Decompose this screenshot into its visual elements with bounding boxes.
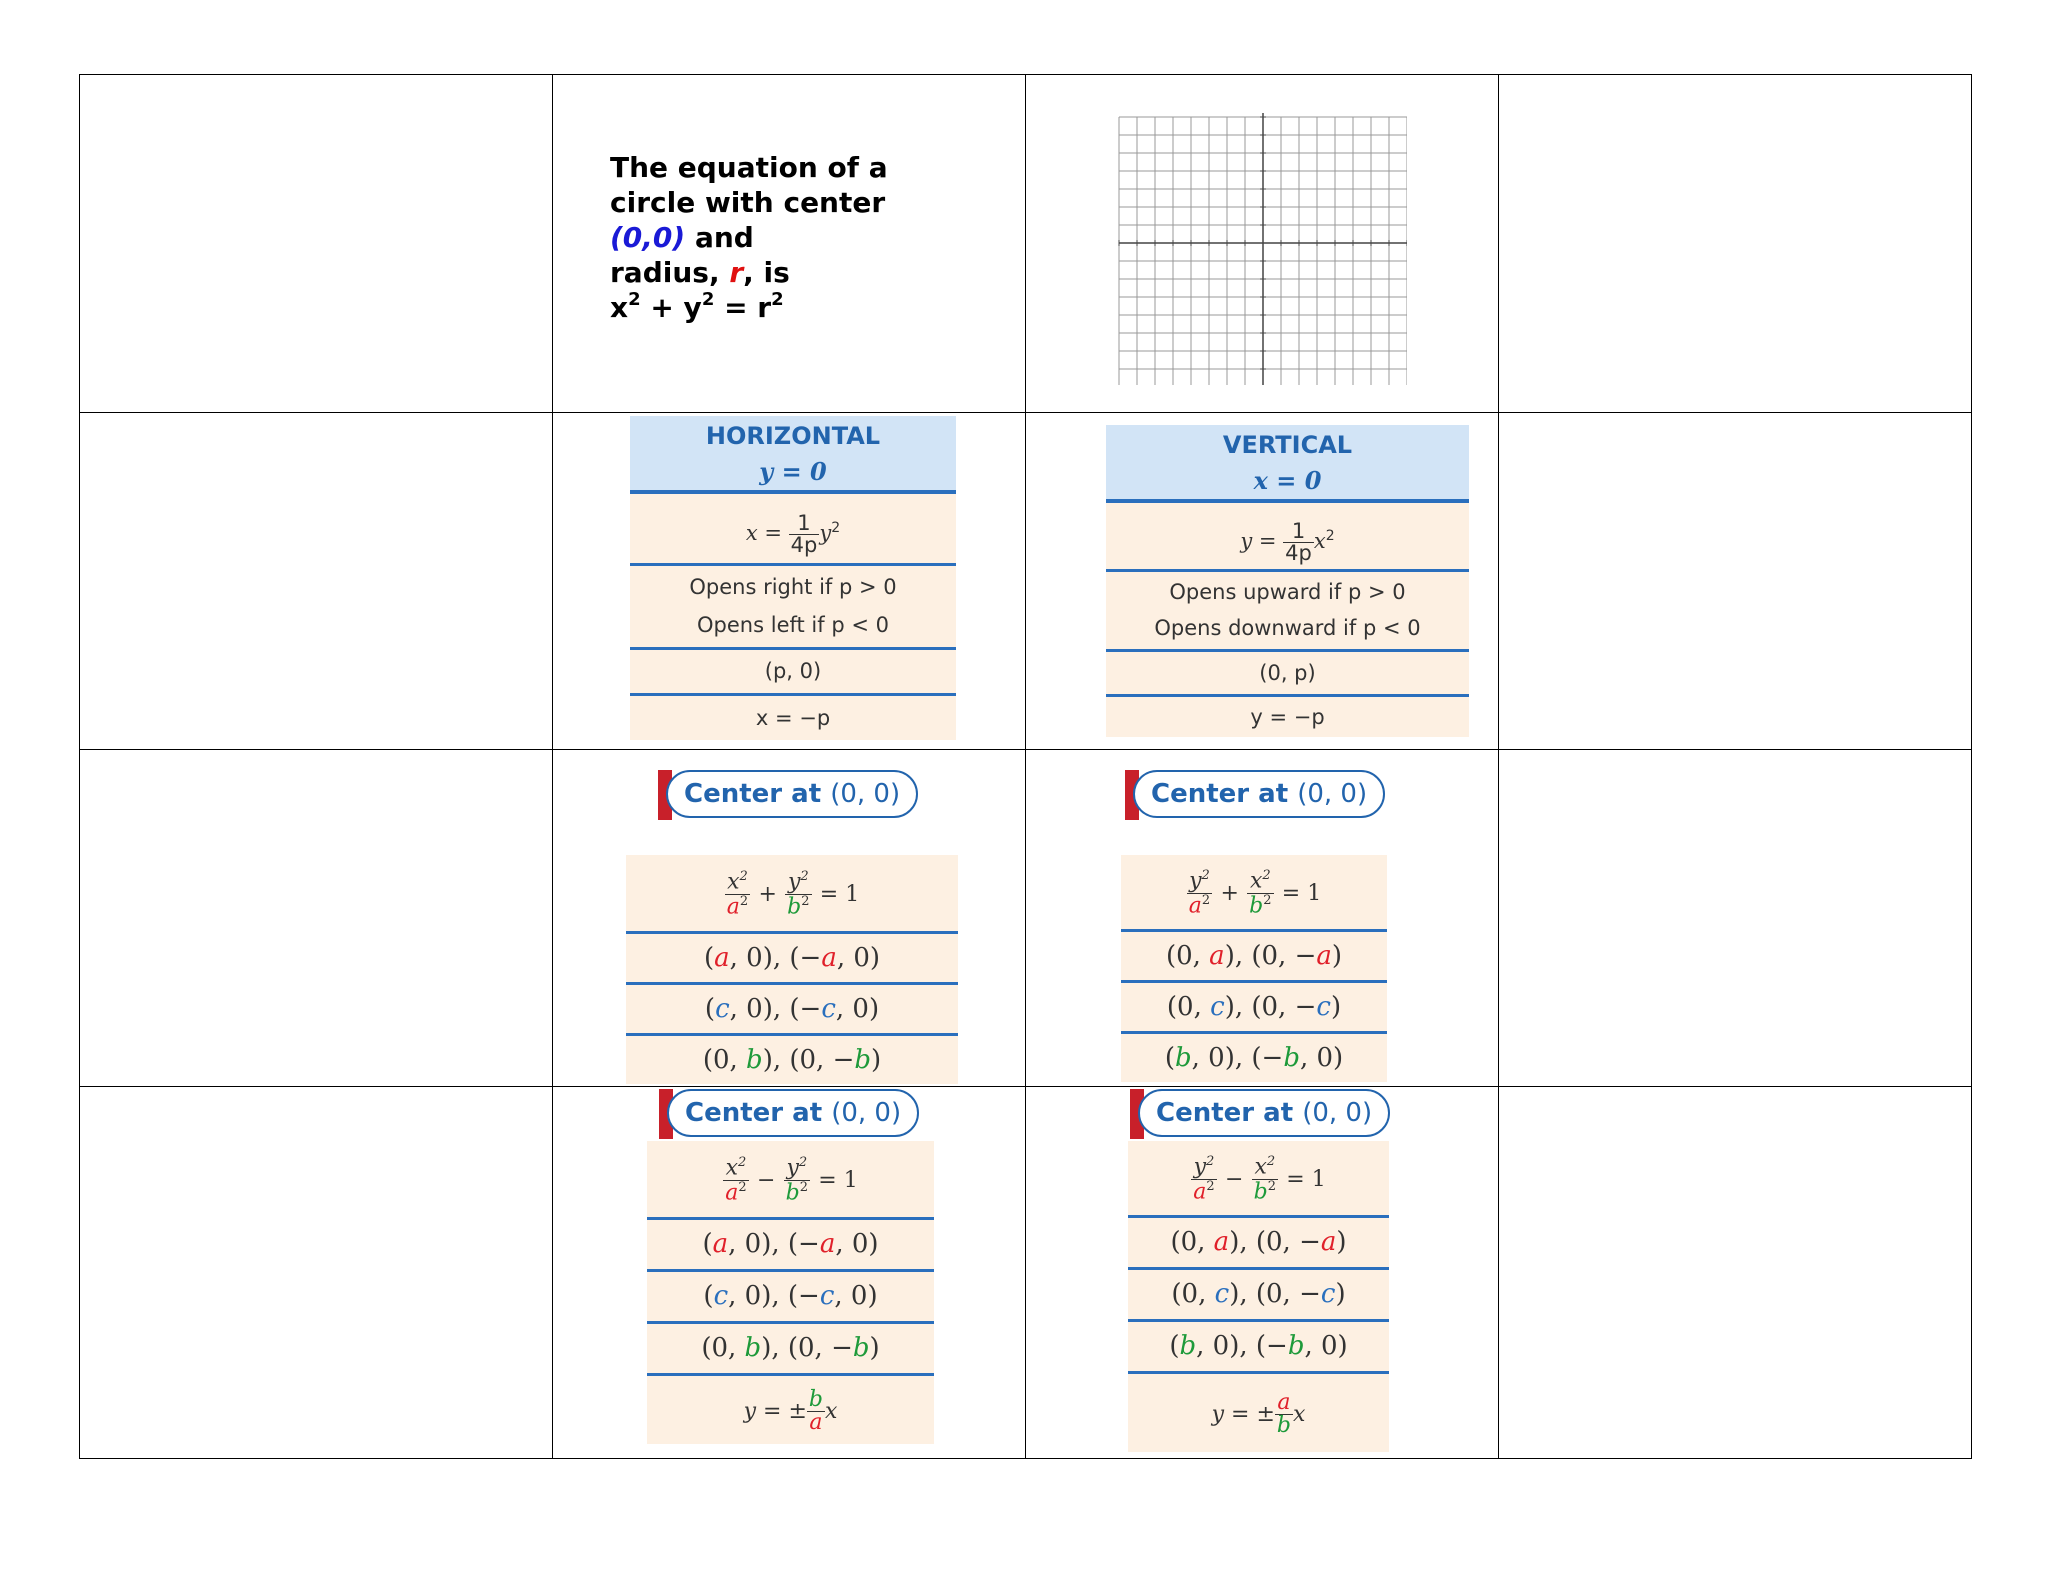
opens-condition: Opens right if p > 0 (689, 575, 897, 599)
text-fragment: , 0), (− (728, 1229, 820, 1259)
text-fragment: Center at (685, 1098, 832, 1128)
ellipse-properties (1121, 855, 1387, 1082)
axis-equation: x = 0 (1253, 466, 1322, 495)
text-fragment: , 0) (836, 943, 881, 973)
parabola-title: HORIZONTAL (705, 422, 881, 450)
text-fragment: , 0) (835, 1229, 879, 1259)
text-fragment: radius, (610, 256, 730, 289)
text-fragment: y = (1240, 529, 1284, 553)
fraction-numerator: $y^2$ (1193, 1154, 1215, 1180)
text-fragment: ( (1164, 1043, 1175, 1073)
foci (647, 1272, 934, 1324)
text-fragment: x (725, 1155, 739, 1181)
text-fragment: , 0) (1299, 1043, 1344, 1073)
focus: (p, 0) (630, 650, 956, 696)
text-fragment: y (786, 1155, 799, 1181)
text-fragment: , 0), (− (728, 1281, 820, 1311)
fraction (784, 1156, 810, 1204)
center-coordinates: (0, 0) (1302, 1098, 1373, 1128)
hyperbola-properties (647, 1141, 934, 1444)
table-cell[interactable] (80, 750, 553, 1087)
text-fragment: , 0) (834, 1281, 878, 1311)
text-fragment: = 1 (819, 882, 860, 907)
text-fragment: b (1253, 1178, 1268, 1204)
variable-c: c (1316, 992, 1331, 1022)
variable-b: b (852, 1333, 870, 1363)
fraction-denominator: $a^2$ (1188, 892, 1211, 918)
fraction-denominator: $a^2$ (1193, 1178, 1215, 1204)
text-fragment: = 1 (1286, 1167, 1326, 1192)
operator: − (1224, 1167, 1244, 1192)
text-fragment: ), (0, − (761, 1333, 853, 1363)
variable-a: a (712, 1229, 729, 1259)
table-cell (1026, 1087, 1499, 1459)
table-cell[interactable] (1499, 75, 1972, 413)
text-fragment: x = (745, 521, 789, 545)
fraction-denominator: a (807, 1411, 825, 1434)
text-fragment: ), (0, − (1229, 1279, 1321, 1309)
fraction (785, 870, 811, 918)
variable-c: c (1320, 1279, 1336, 1309)
fraction-denominator: $b^2$ (787, 893, 810, 919)
conics-table (79, 74, 1972, 1459)
text-fragment: and (685, 221, 754, 254)
foci (1128, 1270, 1389, 1322)
variable-c: c (821, 994, 836, 1024)
text-fragment: y (1189, 868, 1202, 894)
text-fragment: ) (871, 1045, 882, 1075)
text-fragment: , 0), (− (1191, 1043, 1284, 1073)
text-fragment: y = ± (1211, 1402, 1275, 1427)
text-line (610, 255, 888, 290)
text-fragment: , 0), (− (729, 943, 822, 973)
fraction (789, 510, 820, 557)
variable-b: b (1179, 1331, 1197, 1361)
variable-c: c (1210, 992, 1225, 1022)
opens-condition: Opens downward if p < 0 (1154, 616, 1421, 640)
table-cell[interactable] (80, 1087, 553, 1459)
operator: − (756, 1168, 776, 1193)
ellipse-properties (626, 855, 958, 1084)
text-fragment: ), (0, − (1224, 941, 1317, 971)
text-fragment: a (1193, 1178, 1207, 1204)
variable-c: c (713, 1281, 729, 1311)
text-fragment: a (725, 1179, 739, 1205)
fraction-denominator: $b^2$ (1253, 1178, 1277, 1204)
fraction-numerator: $x^2$ (1249, 868, 1271, 894)
text-fragment: y = ± (743, 1399, 807, 1424)
center-label (1133, 770, 1385, 818)
fraction-numerator: $x^2$ (727, 869, 748, 895)
center-coordinates: (0, 0) (1297, 779, 1368, 809)
fraction (1191, 1155, 1216, 1203)
text-fragment: x (727, 869, 740, 895)
variable-c: c (1214, 1279, 1230, 1309)
operator: + (758, 882, 777, 907)
variable-a: a (821, 943, 837, 973)
fraction (1275, 1389, 1293, 1438)
standard-equation (630, 494, 956, 566)
exponent: 2 (831, 520, 841, 536)
table-cell[interactable] (1499, 413, 1972, 750)
text-fragment: (0, (1171, 1279, 1215, 1309)
vertices (1128, 1218, 1389, 1270)
text-fragment: , 0), (− (729, 994, 822, 1024)
text-fragment: y (819, 521, 832, 545)
table-cell[interactable] (80, 413, 553, 750)
standard-equation (1128, 1141, 1389, 1218)
text-fragment: b (785, 1179, 800, 1205)
table-cell (1026, 750, 1499, 1087)
text-fragment: y (1193, 1154, 1207, 1180)
fraction-denominator: b (1276, 1412, 1291, 1438)
fraction-denominator: $a^2$ (726, 893, 749, 919)
variable-b: b (854, 1045, 872, 1075)
table-cell (553, 75, 1026, 413)
text-fragment: ( (703, 943, 715, 973)
parabola-vertical-box (1106, 425, 1469, 737)
text-fragment: b (1249, 892, 1264, 918)
text-fragment: = 1 (818, 1168, 858, 1193)
text-fragment: (0, (702, 1045, 747, 1075)
asymptotes (1128, 1374, 1389, 1452)
asymptotes (647, 1376, 934, 1444)
text-fragment: ) (1330, 992, 1342, 1022)
fraction-numerator: $x^2$ (725, 1155, 747, 1181)
variable-b: b (746, 1045, 763, 1075)
table-cell (553, 750, 1026, 1087)
text-fragment: (0, (701, 1333, 745, 1363)
text-fragment: , 0) (835, 994, 880, 1024)
text-fragment: (0, (1165, 941, 1210, 971)
text-fragment: x (610, 291, 629, 324)
parabola-header (1106, 425, 1469, 503)
text-fragment: ), (0, − (762, 1045, 855, 1075)
table-cell (553, 413, 1026, 750)
text-fragment: , is (743, 256, 790, 289)
fraction-numerator: $x^2$ (1254, 1154, 1276, 1180)
coordinate-grid (1117, 113, 1407, 385)
text-fragment: x (1254, 1154, 1267, 1180)
fraction-denominator: $b^2$ (785, 1179, 809, 1205)
exponent: 2 (1325, 528, 1335, 544)
standard-equation (1121, 855, 1387, 932)
table-cell[interactable] (1499, 750, 1972, 1087)
text-fragment: ), (0, − (1224, 992, 1317, 1022)
exponent: 2 (771, 289, 784, 310)
fraction-numerator: $y^2$ (787, 869, 809, 895)
fraction (1252, 1155, 1278, 1203)
vertices (1121, 932, 1387, 983)
variable-a: a (1213, 1227, 1230, 1257)
table-cell[interactable] (1499, 1087, 1972, 1459)
text-fragment: ) (1331, 941, 1343, 971)
parabola-title: VERTICAL (1222, 431, 1353, 459)
table-row (80, 750, 1972, 1087)
text-fragment: ) (869, 1333, 880, 1363)
text-fragment: ( (702, 1229, 713, 1259)
text-fragment: y (787, 869, 801, 895)
text-fragment: ( (704, 994, 716, 1024)
text-fragment: ( (703, 1281, 714, 1311)
center-label (666, 770, 918, 818)
fraction-denominator: $a^2$ (725, 1179, 747, 1205)
radius-variable: r (729, 256, 744, 289)
text-fragment: x (824, 1399, 838, 1424)
co-vertices (647, 1324, 934, 1376)
variable-a: a (1209, 941, 1225, 971)
text-fragment: a (1188, 892, 1202, 918)
standard-equation (647, 1141, 934, 1220)
foci (626, 985, 958, 1036)
text-fragment: b (787, 893, 802, 919)
standard-equation (626, 855, 958, 934)
variable-b: b (744, 1333, 762, 1363)
center-value: (0,0) (610, 221, 686, 254)
text-fragment: Center at (1156, 1098, 1303, 1128)
directrix: y = −p (1250, 705, 1325, 729)
vertices (647, 1220, 934, 1272)
hyperbola-properties (1128, 1141, 1389, 1452)
center-coordinates: (0, 0) (830, 779, 901, 809)
table-cell (553, 1087, 1026, 1459)
text-line: circle with center (610, 186, 886, 219)
parabola-horizontal-box (630, 416, 956, 740)
text-fragment: x (1292, 1402, 1306, 1427)
table-cell (1026, 75, 1499, 413)
co-vertices (626, 1036, 958, 1084)
variable-a: a (1316, 941, 1332, 971)
co-vertices (1121, 1034, 1387, 1082)
circle-equation-text (610, 150, 888, 325)
fraction (1247, 869, 1273, 917)
text-fragment: ) (1335, 1279, 1346, 1309)
standard-equation (1106, 503, 1469, 572)
fraction-numerator: a (1277, 1389, 1291, 1415)
text-fragment: Center at (1151, 779, 1298, 809)
fraction-denominator: $b^2$ (1249, 892, 1272, 918)
variable-a: a (819, 1229, 836, 1259)
parabola-header (630, 416, 956, 494)
opens-condition: Opens upward if p > 0 (1169, 580, 1406, 604)
text-fragment: (0, (1170, 1227, 1214, 1257)
center-coordinates: (0, 0) (831, 1098, 902, 1128)
fraction-numerator: 1 (797, 510, 811, 535)
exponent: 2 (628, 289, 641, 310)
fraction-numerator: 1 (1291, 518, 1306, 543)
fraction (807, 1386, 825, 1435)
focus: (0, p) (1106, 652, 1469, 697)
text-fragment: + y (640, 291, 702, 324)
text-fragment: a (726, 893, 740, 919)
circle-formula (610, 290, 888, 325)
opening-direction (1106, 572, 1469, 652)
fraction-numerator: b (808, 1386, 823, 1412)
fraction (725, 870, 750, 918)
text-fragment: = 1 (1281, 881, 1322, 906)
fraction (1187, 869, 1212, 917)
text-fragment: = r (714, 291, 772, 324)
text-fragment: Center at (684, 779, 831, 809)
directrix: x = −p (755, 706, 831, 730)
table-cell (1026, 413, 1499, 750)
text-fragment: x (1313, 529, 1326, 553)
fraction-denominator: 4p (790, 532, 818, 557)
fraction (723, 1156, 748, 1204)
text-fragment: ) (1336, 1227, 1347, 1257)
axis-equation: y = 0 (759, 457, 827, 486)
variable-c: c (715, 994, 730, 1024)
fraction (1283, 518, 1314, 565)
variable-b: b (1287, 1331, 1305, 1361)
text-line: The equation of a (610, 151, 888, 184)
center-label (1138, 1089, 1390, 1137)
exponent: 2 (701, 289, 715, 310)
text-line (610, 220, 888, 255)
text-fragment: (0, (1166, 992, 1211, 1022)
opening-direction (630, 566, 956, 650)
opens-condition: Opens left if p < 0 (697, 613, 889, 637)
variable-b: b (1174, 1043, 1192, 1073)
fraction-denominator: 4p (1285, 540, 1312, 565)
vertices (626, 934, 958, 985)
foci (1121, 983, 1387, 1034)
variable-c: c (819, 1281, 835, 1311)
text-fragment: , 0), (− (1196, 1331, 1288, 1361)
variable-b: b (1283, 1043, 1300, 1073)
fraction-numerator: $y^2$ (786, 1155, 808, 1181)
table-row (80, 413, 1972, 750)
text-fragment: ( (1169, 1331, 1180, 1361)
table-cell[interactable] (80, 75, 553, 413)
variable-a: a (1320, 1227, 1337, 1257)
co-vertices (1128, 1322, 1389, 1374)
table-row (80, 75, 1972, 413)
text-fragment: ), (0, − (1229, 1227, 1321, 1257)
text-fragment: x (1249, 868, 1263, 894)
fraction-numerator: $y^2$ (1189, 868, 1210, 894)
text-fragment: , 0) (1304, 1331, 1348, 1361)
operator: + (1220, 881, 1239, 906)
variable-a: a (714, 943, 730, 973)
center-label (667, 1089, 919, 1137)
table-row (80, 1087, 1972, 1459)
